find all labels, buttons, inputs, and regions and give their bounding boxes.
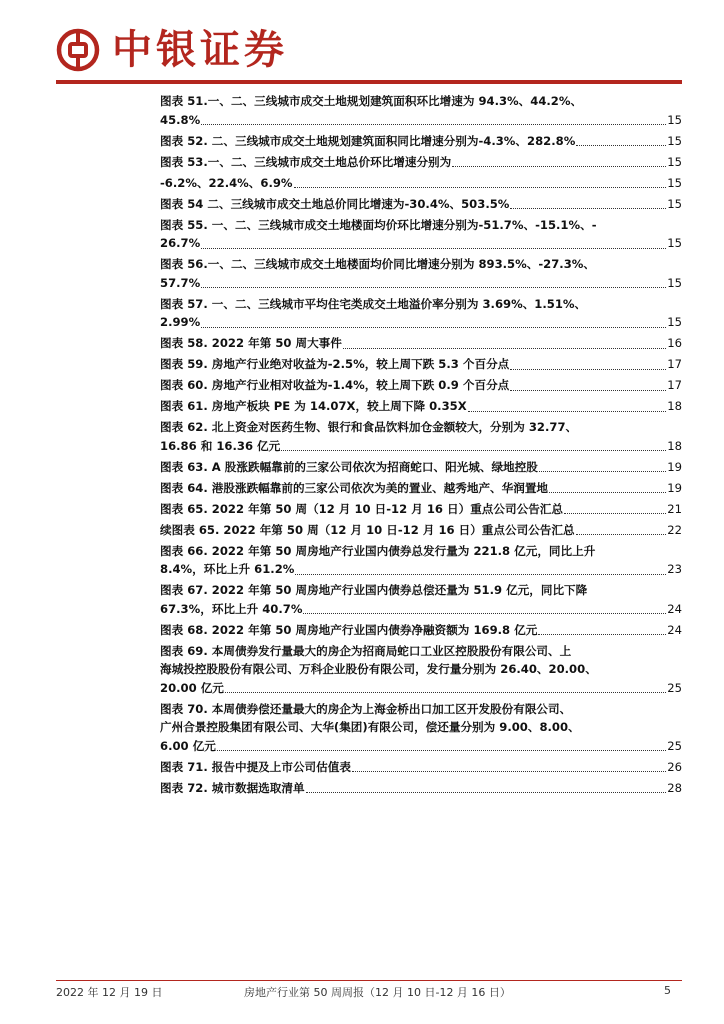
toc-entry-text: 图表 65. 2022 年第 50 周（12 月 10 日-12 月 16 日）重点公司公告汇总 xyxy=(160,501,563,516)
toc-entry[interactable] xyxy=(160,779,682,798)
toc-page-number: 15 xyxy=(667,112,682,127)
toc-entry[interactable] xyxy=(160,153,682,172)
dot-leader xyxy=(510,390,666,391)
toc-entry-text: 8.4%，环比上升 61.2% xyxy=(160,562,295,576)
toc-page-number: 15 xyxy=(667,275,682,290)
toc-entry-text: 图表 59. 房地产行业绝对收益为-2.5%，较上周下跌 5.3 个百分点 xyxy=(160,357,510,371)
toc-entry-text: 6.00 亿元 xyxy=(160,738,216,753)
dot-leader xyxy=(201,287,666,288)
toc-entry[interactable] xyxy=(160,621,682,640)
toc-entry[interactable] xyxy=(160,479,682,498)
dot-leader xyxy=(538,634,666,635)
toc-entry-text: 图表 71. 报告中提及上市公司估值表 xyxy=(160,759,351,774)
toc-entry[interactable] xyxy=(160,174,682,193)
toc-page-number: 26 xyxy=(667,759,682,774)
dot-leader xyxy=(294,187,667,188)
toc-entry[interactable] xyxy=(160,216,682,253)
toc-entry-text: 图表 69. 本周债券发行量最大的房企为招商局蛇口工业区控股股份有限公司、上 xyxy=(160,643,572,658)
toc-page-number: 15 xyxy=(667,133,682,148)
dot-leader xyxy=(564,513,666,514)
toc-entry[interactable] xyxy=(160,376,682,395)
toc-page-number: 15 xyxy=(667,154,682,169)
toc-entry-text: 图表 56.一、二、三线城市成交土地楼面均价同比增速分别为 893.5%、-27.3%、 xyxy=(160,257,595,271)
toc-entry-text: -6.2%、22.4%、6.9% xyxy=(160,175,293,190)
toc-entry-text: 图表 54 二、三线城市成交土地总价同比增速为-30.4%、503.5% xyxy=(160,196,510,211)
dot-leader xyxy=(549,492,666,493)
toc-entry-text: 20.00 亿元 xyxy=(160,680,224,695)
toc-page-number: 24 xyxy=(667,601,682,616)
toc-entry-text: 图表 63. A 股涨跌幅靠前的三家公司依次为招商蛇口、阳光城、绿地控股 xyxy=(160,459,538,474)
dot-leader xyxy=(576,534,667,535)
figure-list xyxy=(160,92,682,800)
toc-entry-text: 图表 67. 2022 年第 50 周房地产行业国内债券总偿还量为 51.9 亿元，同比下降 xyxy=(160,583,588,597)
toc-page-number: 16 xyxy=(667,336,682,350)
toc-entry[interactable] xyxy=(160,642,682,698)
toc-page-number: 15 xyxy=(667,196,682,211)
toc-entry-text: 16.86 和 16.36 亿元 xyxy=(160,438,281,453)
toc-page-number: 22 xyxy=(667,522,682,537)
toc-entry[interactable] xyxy=(160,92,682,129)
toc-entry-text: 图表 60. 房地产行业相对收益为-1.4%，较上周下跌 0.9 个百分点 xyxy=(160,378,510,392)
toc-entry-text: 图表 58. 2022 年第 50 周大事件 xyxy=(160,336,342,350)
toc-entry-text: 图表 53.一、二、三线城市成交土地总价环比增速分别为 xyxy=(160,154,452,169)
toc-page-number: 25 xyxy=(667,680,682,695)
dot-leader xyxy=(510,208,666,209)
toc-entry[interactable] xyxy=(160,521,682,540)
dot-leader xyxy=(281,450,666,451)
toc-entry[interactable] xyxy=(160,255,682,292)
toc-entry-text: 图表 55. 一、二、三线城市成交土地楼面均价环比增速分别为-51.7%、-15.1%、- xyxy=(160,217,597,232)
toc-entry-text: 26.7% xyxy=(160,236,201,250)
toc-entry[interactable] xyxy=(160,195,682,214)
toc-entry[interactable] xyxy=(160,581,682,618)
dot-leader xyxy=(343,348,666,349)
header-divider xyxy=(56,80,682,84)
toc-page-number: 24 xyxy=(667,622,682,637)
toc-entry-text: 图表 62. 北上资金对医药生物、银行和食品饮料加仓金额较大，分别为 32.77、 xyxy=(160,420,578,434)
dot-leader xyxy=(225,692,666,693)
page-header xyxy=(56,24,676,80)
toc-entry-text: 2.99% xyxy=(160,315,201,329)
toc-entry-text: 57.7% xyxy=(160,275,201,290)
footer-divider xyxy=(56,980,682,981)
toc-page-number: 17 xyxy=(667,357,682,371)
toc-entry-text: 图表 57. 一、二、三线城市平均住宅类成交土地溢价率分别为 3.69%、1.51%、 xyxy=(160,296,587,311)
toc-entry[interactable] xyxy=(160,700,682,756)
toc-entry[interactable] xyxy=(160,397,682,416)
dot-leader xyxy=(303,613,666,614)
toc-entry-text: 图表 51.一、二、三线城市成交土地规划建筑面积环比增速为 94.3%、44.2%、 xyxy=(160,94,583,108)
toc-entry[interactable] xyxy=(160,500,682,519)
toc-entry[interactable] xyxy=(160,295,682,332)
toc-entry[interactable] xyxy=(160,758,682,777)
toc-entry-text: 图表 64. 港股涨跌幅靠前的三家公司依次为美的置业、越秀地产、华润置地 xyxy=(160,480,549,495)
footer-page-number: 5 xyxy=(664,984,671,997)
toc-page-number: 18 xyxy=(667,438,682,453)
toc-entry-text: 图表 72. 城市数据选取清单 xyxy=(160,780,305,795)
toc-page-number: 28 xyxy=(667,780,682,795)
toc-page-number: 21 xyxy=(667,501,682,516)
toc-page-number: 23 xyxy=(667,562,682,576)
toc-entry-text: 续图表 65. 2022 年第 50 周（12 月 10 日-12 月 16 日）重点公司公告汇总 xyxy=(160,522,575,537)
toc-page-number: 18 xyxy=(667,399,682,413)
dot-leader xyxy=(539,471,666,472)
dot-leader xyxy=(201,327,666,328)
toc-entry[interactable] xyxy=(160,458,682,477)
toc-page-number: 25 xyxy=(667,738,682,753)
brand-name: 中银证券 xyxy=(112,26,288,73)
toc-entry[interactable] xyxy=(160,132,682,151)
toc-entry[interactable] xyxy=(160,355,682,374)
toc-page-number: 15 xyxy=(667,175,682,190)
toc-entry-text: 67.3%，环比上升 40.7% xyxy=(160,601,303,616)
footer-report-title: 房地产行业第 50 周周报（12 月 10 日-12 月 16 日） xyxy=(244,986,511,999)
toc-entry[interactable] xyxy=(160,542,682,579)
toc-entry[interactable] xyxy=(160,334,682,353)
toc-entry-text: 图表 66. 2022 年第 50 周房地产行业国内债券总发行量为 221.8 亿元，同比上升 xyxy=(160,543,596,558)
dot-leader xyxy=(452,166,666,167)
dot-leader xyxy=(201,248,666,249)
toc-entry[interactable] xyxy=(160,418,682,455)
toc-entry-text: 图表 52. 二、三线城市成交土地规划建筑面积同比增速分别为-4.3%、282.8% xyxy=(160,133,576,148)
dot-leader xyxy=(306,792,667,793)
footer-date: 2022 年 12 月 19 日 xyxy=(56,986,163,999)
toc-page-number: 15 xyxy=(667,236,682,250)
dot-leader xyxy=(217,750,666,751)
dot-leader xyxy=(295,574,666,575)
toc-entry-text: 图表 68. 2022 年第 50 周房地产行业国内债券净融资额为 169.8 亿元 xyxy=(160,622,538,637)
toc-page-number: 15 xyxy=(667,315,682,329)
dot-leader xyxy=(576,145,666,146)
toc-entry-text: 45.8% xyxy=(160,112,201,127)
toc-page-number: 19 xyxy=(667,459,682,474)
dot-leader xyxy=(468,411,667,412)
dot-leader xyxy=(201,124,666,125)
toc-page-number: 19 xyxy=(667,480,682,495)
toc-entry-text: 广州合景控股集团有限公司、大华(集团)有限公司，偿还量分别为 9.00、8.00、 xyxy=(160,720,580,734)
toc-entry-text: 图表 70. 本周债券偿还量最大的房企为上海金桥出口加工区开发股份有限公司、 xyxy=(160,701,572,716)
bank-of-china-coin-icon xyxy=(56,28,100,72)
toc-entry-text: 图表 61. 房地产板块 PE 为 14.07X，较上周下降 0.35X xyxy=(160,399,467,413)
toc-page-number: 17 xyxy=(667,378,682,392)
dot-leader xyxy=(352,771,666,772)
toc-entry-text: 海城投控股股份有限公司、万科企业股份有限公司，发行量分别为 26.40、20.00、 xyxy=(160,662,597,676)
dot-leader xyxy=(510,369,666,370)
